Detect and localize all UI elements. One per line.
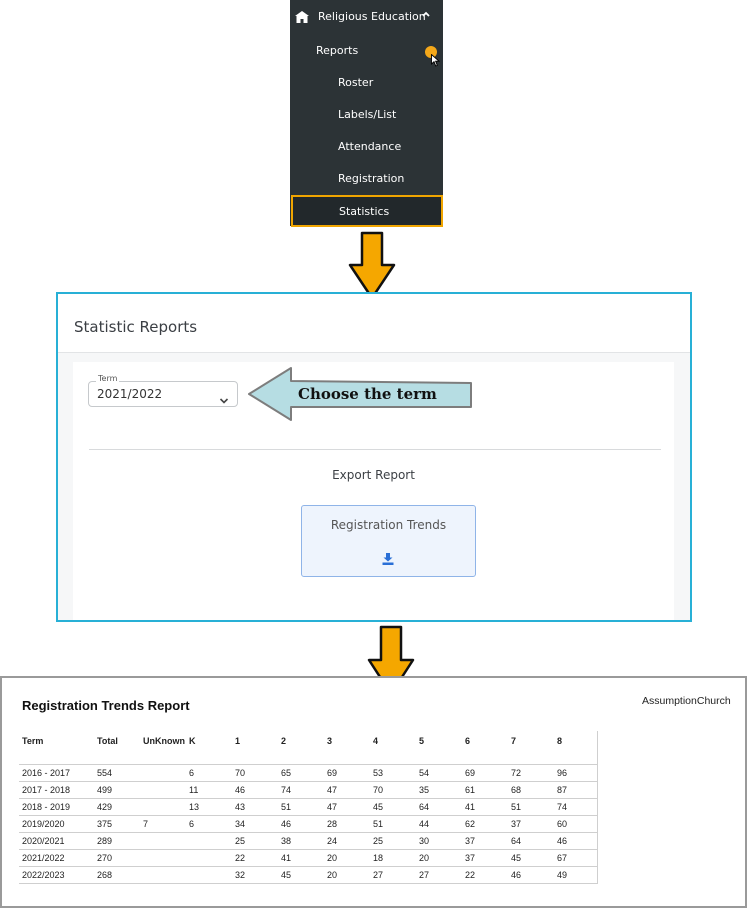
term-label: Term xyxy=(98,374,118,383)
term-select[interactable] xyxy=(88,374,238,407)
menu-item-label: Roster xyxy=(338,76,374,89)
table-header-row xyxy=(19,731,598,765)
table-cell: 18 xyxy=(370,850,416,867)
table-cell: 47 xyxy=(324,782,370,799)
table-row xyxy=(19,765,598,782)
report-brand: AssumptionChurch xyxy=(642,695,731,707)
table-cell: 51 xyxy=(508,799,554,816)
divider xyxy=(89,449,661,450)
table-cell: 54 xyxy=(416,765,462,782)
table-cell: 43 xyxy=(232,799,278,816)
table-cell: 27 xyxy=(370,867,416,884)
page-title: Statistic Reports xyxy=(74,318,198,336)
table-cell: 2022/2023 xyxy=(19,867,94,884)
table-cell: 65 xyxy=(278,765,324,782)
menu-item-label: Registration xyxy=(338,172,405,185)
table-cell: 64 xyxy=(416,799,462,816)
table-cell: 2019/2020 xyxy=(19,816,94,833)
table-cell: 46 xyxy=(232,782,278,799)
table-cell: 64 xyxy=(508,833,554,850)
table-cell: 25 xyxy=(232,833,278,850)
table-cell: 45 xyxy=(278,867,324,884)
table-cell: 45 xyxy=(370,799,416,816)
home-icon xyxy=(295,11,309,26)
registration-trends-label: Registration Trends xyxy=(330,518,447,532)
table-cell: 27 xyxy=(416,867,462,884)
down-arrow-icon xyxy=(347,231,397,301)
table-cell: 62 xyxy=(462,816,508,833)
table-cell: 70 xyxy=(232,765,278,782)
column-header: 8 xyxy=(557,736,563,746)
menu-item-label: Statistics xyxy=(339,205,390,218)
table-cell: 32 xyxy=(232,867,278,884)
table-cell: 6 xyxy=(186,816,232,833)
table-cell: 11 xyxy=(186,782,232,799)
cursor-icon xyxy=(431,52,440,71)
table-row xyxy=(19,850,598,867)
menu-item-label: Attendance xyxy=(338,140,402,153)
table-cell xyxy=(186,850,232,867)
column-header: 4 xyxy=(373,736,379,746)
table-cell: 69 xyxy=(462,765,508,782)
table-cell xyxy=(140,867,186,884)
column-header: K xyxy=(189,736,196,746)
table-cell: 60 xyxy=(554,816,598,833)
table-cell: 499 xyxy=(94,782,140,799)
table-row xyxy=(19,782,598,799)
column-header: Total xyxy=(97,736,118,746)
table-cell: 429 xyxy=(94,799,140,816)
column-header: 5 xyxy=(419,736,425,746)
menu-header-label: Religious Education xyxy=(318,10,426,23)
table-cell: 13 xyxy=(186,799,232,816)
table-cell: 70 xyxy=(370,782,416,799)
table-cell: 28 xyxy=(324,816,370,833)
chevron-up-icon[interactable] xyxy=(421,9,431,22)
table-cell xyxy=(140,782,186,799)
table-cell: 44 xyxy=(416,816,462,833)
table-cell: 74 xyxy=(554,799,598,816)
table-row xyxy=(19,816,598,833)
column-header: 6 xyxy=(465,736,471,746)
report-title: Registration Trends Report xyxy=(22,698,190,713)
table-cell xyxy=(140,850,186,867)
export-report-heading: Export Report xyxy=(332,468,415,482)
registration-trends-report xyxy=(0,676,747,908)
sidebar-menu xyxy=(290,0,443,226)
table-cell: 20 xyxy=(324,867,370,884)
download-icon xyxy=(382,550,394,569)
table-cell: 38 xyxy=(278,833,324,850)
table-cell: 20 xyxy=(324,850,370,867)
table-cell: 45 xyxy=(508,850,554,867)
table-cell: 53 xyxy=(370,765,416,782)
table-cell: 35 xyxy=(416,782,462,799)
table-cell xyxy=(186,867,232,884)
table-cell: 41 xyxy=(462,799,508,816)
table-cell: 67 xyxy=(554,850,598,867)
table-cell: 2021/2022 xyxy=(19,850,94,867)
table-cell: 74 xyxy=(278,782,324,799)
chevron-down-icon[interactable] xyxy=(219,390,229,409)
column-header: 7 xyxy=(511,736,517,746)
table-cell: 7 xyxy=(140,816,186,833)
table-cell: 41 xyxy=(278,850,324,867)
table-row xyxy=(19,833,598,850)
registration-trends-button[interactable] xyxy=(301,505,476,577)
table-cell: 22 xyxy=(462,867,508,884)
table-cell: 554 xyxy=(94,765,140,782)
callout-text: Choose the term xyxy=(298,385,437,403)
menu-item-statistics[interactable] xyxy=(291,195,443,227)
table-cell: 30 xyxy=(416,833,462,850)
table-cell: 24 xyxy=(324,833,370,850)
table-cell xyxy=(140,765,186,782)
table-cell xyxy=(140,799,186,816)
menu-item-registration[interactable] xyxy=(290,162,443,194)
report-table xyxy=(19,731,598,884)
table-cell: 2017 - 2018 xyxy=(19,782,94,799)
table-cell: 68 xyxy=(508,782,554,799)
column-header: 1 xyxy=(235,736,241,746)
table-cell: 51 xyxy=(278,799,324,816)
menu-item-label: Labels/List xyxy=(338,108,397,121)
menu-item-labels-list[interactable] xyxy=(290,98,443,130)
menu-reports[interactable] xyxy=(290,34,443,66)
table-cell: 37 xyxy=(508,816,554,833)
table-cell: 375 xyxy=(94,816,140,833)
table-cell: 37 xyxy=(462,850,508,867)
table-cell: 37 xyxy=(462,833,508,850)
menu-item-attendance[interactable] xyxy=(290,130,443,162)
table-row xyxy=(19,799,598,816)
panel-header xyxy=(58,294,690,353)
column-header: Term xyxy=(22,736,44,746)
table-cell: 87 xyxy=(554,782,598,799)
table-cell: 49 xyxy=(554,867,598,884)
table-cell: 2020/2021 xyxy=(19,833,94,850)
table-cell: 51 xyxy=(370,816,416,833)
table-cell: 46 xyxy=(508,867,554,884)
term-value: 2021/2022 xyxy=(97,387,163,401)
table-cell xyxy=(186,833,232,850)
table-cell: 25 xyxy=(370,833,416,850)
table-cell: 2018 - 2019 xyxy=(19,799,94,816)
menu-reports-label: Reports xyxy=(316,44,359,57)
table-cell: 72 xyxy=(508,765,554,782)
table-cell: 46 xyxy=(278,816,324,833)
table-cell: 20 xyxy=(416,850,462,867)
statistic-reports-panel xyxy=(56,292,692,622)
table-cell: 96 xyxy=(554,765,598,782)
table-cell: 69 xyxy=(324,765,370,782)
table-cell: 268 xyxy=(94,867,140,884)
table-cell: 22 xyxy=(232,850,278,867)
menu-religious-education[interactable] xyxy=(290,0,443,34)
column-header: 3 xyxy=(327,736,333,746)
menu-item-roster[interactable] xyxy=(290,66,443,98)
table-cell: 2016 - 2017 xyxy=(19,765,94,782)
table-cell: 61 xyxy=(462,782,508,799)
table-cell: 46 xyxy=(554,833,598,850)
table-cell: 6 xyxy=(186,765,232,782)
table-row xyxy=(19,867,598,884)
table-cell: 270 xyxy=(94,850,140,867)
table-cell xyxy=(140,833,186,850)
table-cell: 34 xyxy=(232,816,278,833)
table-cell: 47 xyxy=(324,799,370,816)
table-cell: 289 xyxy=(94,833,140,850)
column-header: UnKnown xyxy=(143,736,185,746)
column-header: 2 xyxy=(281,736,287,746)
